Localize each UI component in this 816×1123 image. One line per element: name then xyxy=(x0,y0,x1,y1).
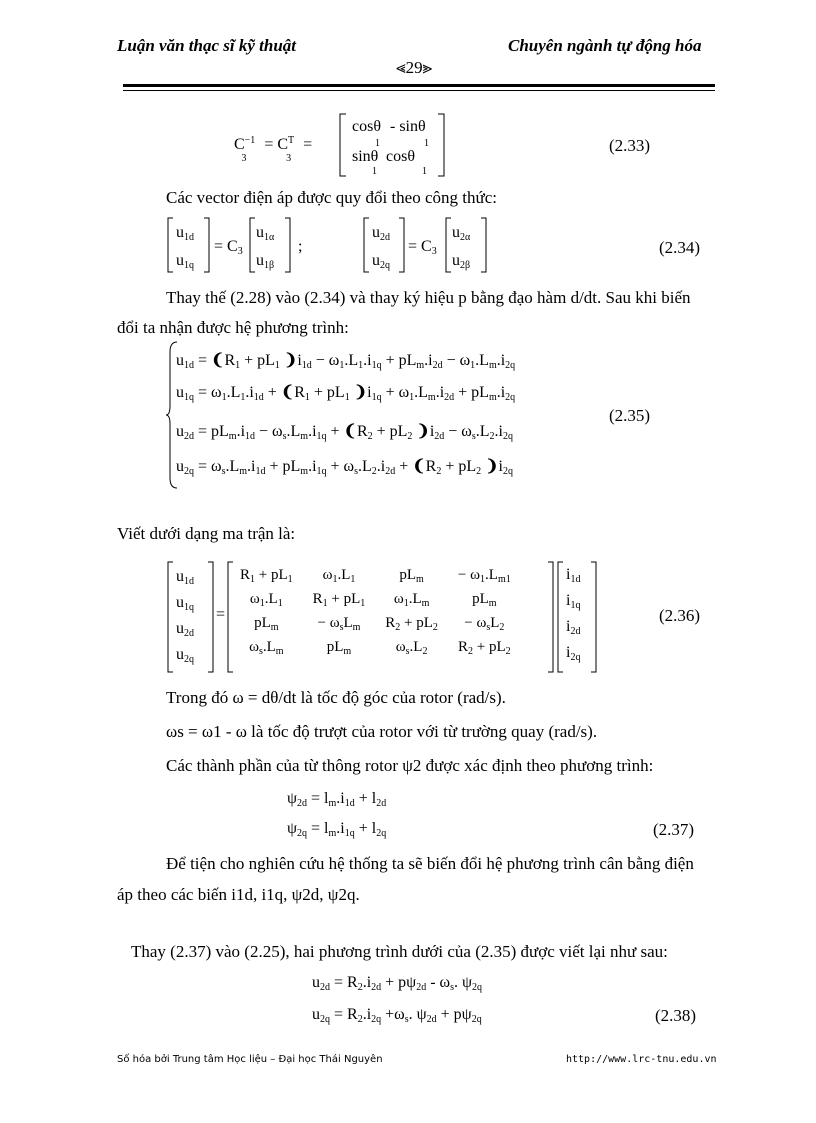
eq-2-36-i1q: $i_{1q}$ xyxy=(566,592,581,611)
eq-2-34-u1b: $u_{1\beta}$ xyxy=(256,252,275,271)
eq-2-33-number: (2.33) xyxy=(609,136,651,155)
para-flux-intro: Các thành phần của từ thông rotor ψ2 được xác định theo phương trình: xyxy=(166,756,654,775)
eq-2-36-number: (2.36) xyxy=(659,606,701,625)
eq-2-33-sub1: 1 xyxy=(375,138,380,149)
eq-2-36-matrix: $R_1 + pL_1$ $\omega_1.L_1$ $pL_m$ − $\omega_1.L_{m1}$ $\omega_1.L_1$ $R_1 + pL_1$ $\omega_1.L_m$ $pL_m$ $pL_m$ − $\omega_sL_m$ $R_2 + pL_2$ − $\omega_sL_2$ $\omega_s.L_m$ $pL_m$ $\omega_s.L_2$ $R_2 + pL_2$ xyxy=(240,566,511,657)
eq-2-34-u1a: $u_{1\alpha}$ xyxy=(256,224,275,243)
para-substitute-237: Thay (2.37) vào (2.25), hai phương trình dưới của (2.35) được viết lại như sau: xyxy=(131,942,668,961)
header-rule-thin xyxy=(123,90,715,91)
para-transform-line2: áp theo các biến i1d, i1q, ψ2d, ψ2q. xyxy=(117,885,360,904)
eq-2-33-lhs: $C^{-1}_3 = C^T_3$ = xyxy=(234,135,313,164)
eq-2-37-number: (2.37) xyxy=(653,820,695,839)
para-transform-line1: Để tiện cho nghiên cứu hệ thống ta sẽ biến đổi hệ phương trình cân bằng điện xyxy=(166,854,694,873)
eq-2-33-m11: cosθ xyxy=(352,118,381,135)
page-number: ⪡29⪢ xyxy=(396,58,433,77)
eq-2-38-row1: $u_{2d} = R_2.i_{2d} + p\psi_{2d} - \omega_s$. $\psi_{2q}$ xyxy=(312,974,482,993)
eq-2-34-u2q: $u_{2q}$ xyxy=(372,252,390,271)
eq-2-34-c3a: = $C_3$ xyxy=(214,238,243,257)
eq-2-36-i1d: $i_{1d}$ xyxy=(566,566,581,585)
header-left: Luận văn thạc sĩ kỹ thuật xyxy=(117,36,297,55)
header-rule-thick xyxy=(123,84,715,87)
eq-2-35-row4: $u_{2q} = \omega_s.L_m.i_{1d} + pL_m.i_{1q} + \omega_s.L_2.i_{2d}$ + $❨R_2 + pL_2$ $❩i_{2q}$ xyxy=(176,458,513,477)
header-right: Chuyên ngành tự động hóa xyxy=(508,36,702,55)
eq-2-35-row2: $u_{1q} = \omega_1.L_1.i_{1d}$ + $❨R_1 + pL_1$ $❩i_{1q} + \omega_1.L_m.i_{2d} + pL_m.i_{2q}$ xyxy=(176,384,516,403)
eq-2-34-number: (2.34) xyxy=(659,238,701,257)
para-matrix-intro: Viết dưới dạng ma trận là: xyxy=(117,524,296,543)
eq-2-38-number: (2.38) xyxy=(655,1006,697,1025)
eq-2-34-sep: ; xyxy=(298,238,303,255)
eq-2-36-i2d: $i_{2d}$ xyxy=(566,618,581,637)
eq-2-33-sub2: 1 xyxy=(424,138,429,149)
eq-2-34-c3b: = $C_3$ xyxy=(408,238,437,257)
para-substitute-line2: đổi ta nhận được hệ phương trình: xyxy=(117,318,349,337)
eq-2-35-row1: $u_{1d}$ = $❨R_1 + pL_1$ $❩i_{1d} - \omega_1.L_1.i_{1q} + pL_m.i_{2d} - \omega_1.L_m.i_{2q}$ xyxy=(176,352,516,371)
eq-2-35-number: (2.35) xyxy=(609,406,651,425)
eq-2-37-row1: $\psi_{2d} = l_m.i_{1d} + l_{2d}$ xyxy=(287,790,387,809)
eq-2-33-sub4: 1 xyxy=(422,166,427,177)
footer-left: Số hóa bởi Trung tâm Học liệu – Đại học Thái Nguyên xyxy=(117,1054,383,1065)
eq-2-36-u1d: $u_{1d}$ xyxy=(176,568,194,587)
eq-2-36-u2q: $u_{2q}$ xyxy=(176,646,194,665)
para-vector-intro: Các vector điện áp được quy đổi theo công thức: xyxy=(166,188,497,207)
eq-2-33-m12: - sinθ xyxy=(390,118,426,135)
eq-2-36-equals: = xyxy=(216,606,226,623)
eq-2-33-m22: cosθ xyxy=(386,148,415,165)
eq-2-34-u2a: $u_{2\alpha}$ xyxy=(452,224,471,243)
eq-2-36-u1q: $u_{1q}$ xyxy=(176,594,194,613)
eq-2-36-u2d: $u_{2d}$ xyxy=(176,620,194,639)
para-slip-def: ωs = ω1 - ω là tốc độ trượt của rotor với từ trường quay (rad/s). xyxy=(166,722,598,741)
eq-2-34-u1q: $u_{1q}$ xyxy=(176,252,194,271)
para-omega-def: Trong đó ω = dθ/dt là tốc độ góc của rotor (rad/s). xyxy=(166,688,506,707)
eq-2-35-row3: $u_{2d} = pL_m.i_{1d} - \omega_s.L_m.i_{1q}$ + $❨R_2 + pL_2$ $❩i_{2d} - \omega_s.L_2.i_{2q}$ xyxy=(176,423,513,442)
eq-2-33-sub3: 1 xyxy=(372,166,377,177)
eq-2-34-u2b: $u_{2\beta}$ xyxy=(452,252,471,271)
eq-2-36-i2q: $i_{2q}$ xyxy=(566,644,581,663)
eq-2-34-u2d: $u_{2d}$ xyxy=(372,224,390,243)
eq-2-34-u1d: $u_{1d}$ xyxy=(176,224,194,243)
para-substitute-line1: Thay thế (2.28) vào (2.34) và thay ký hiệu p bằng đạo hàm d/dt. Sau khi biến xyxy=(166,288,691,307)
eq-2-38-row2: $u_{2q} = R_2.i_{2q} +\omega_s$. $\psi_{2d} + p\psi_{2q}$ xyxy=(312,1006,482,1025)
eq-2-37-row2: $\psi_{2q} = l_m.i_{1q} + l_{2q}$ xyxy=(287,820,387,839)
footer-url[interactable]: http://www.lrc-tnu.edu.vn xyxy=(566,1054,717,1065)
eq-2-33-m21: sinθ xyxy=(352,148,379,165)
